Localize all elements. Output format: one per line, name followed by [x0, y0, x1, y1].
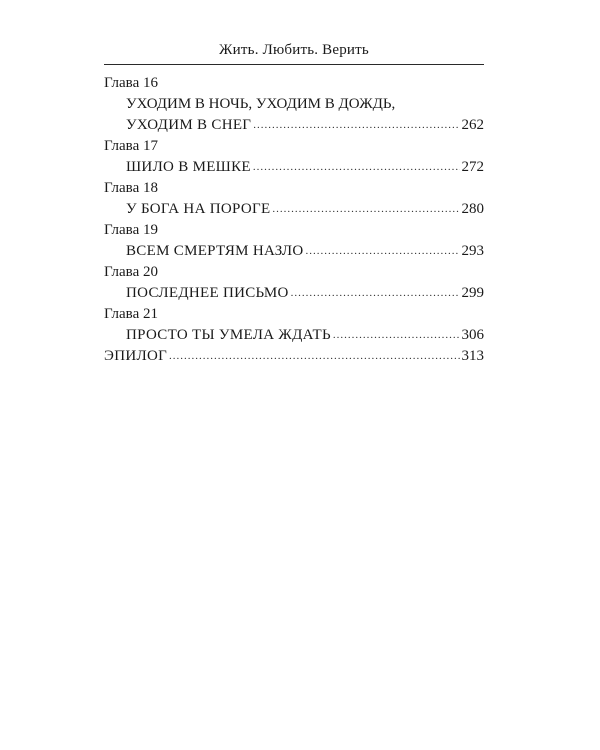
chapter-21-page: 306 — [461, 327, 484, 343]
dot-leader — [291, 283, 460, 304]
chapter-16-page: 262 — [461, 117, 484, 133]
chapter-18-page: 280 — [461, 201, 484, 217]
chapter-21-title: ПРОСТО ТЫ УМЕЛА ЖДАТЬ — [126, 327, 331, 343]
chapter-19-entry — [104, 241, 484, 262]
dot-leader — [253, 115, 459, 136]
epilogue-entry — [104, 346, 484, 367]
chapter-20-page: 299 — [461, 285, 484, 301]
chapter-16-label: Глава 16 — [104, 75, 158, 91]
chapter-20-title: ПОСЛЕДНЕЕ ПИСЬМО — [126, 285, 289, 301]
chapter-17-page: 272 — [461, 159, 484, 175]
epilogue-page: 313 — [461, 348, 484, 364]
chapter-17-label: Глава 17 — [104, 138, 158, 154]
chapter-17-title: ШИЛО В МЕШКЕ — [126, 159, 251, 175]
dot-leader — [306, 241, 460, 262]
chapter-20-label: Глава 20 — [104, 264, 158, 280]
chapter-18-label: Глава 18 — [104, 180, 158, 196]
epilogue-title: ЭПИЛОГ — [104, 348, 168, 364]
running-head: Жить. Любить. Верить — [219, 42, 369, 58]
chapter-19-title: ВСЕМ СМЕРТЯМ НАЗЛО — [126, 243, 304, 259]
chapter-19-label: Глава 19 — [104, 222, 158, 238]
chapter-18-title: У БОГА НА ПОРОГЕ — [126, 201, 271, 217]
dot-leader — [272, 199, 459, 220]
chapter-16-title-line-2: УХОДИМ В СНЕГ — [126, 117, 252, 133]
chapter-16-entry — [104, 115, 484, 136]
chapter-18-entry — [104, 199, 484, 220]
chapter-19-page: 293 — [461, 243, 484, 259]
chapter-17-entry — [104, 157, 484, 178]
table-of-contents — [104, 73, 484, 367]
chapter-20-entry — [104, 283, 484, 304]
chapter-21-label: Глава 21 — [104, 306, 158, 322]
dot-leader — [333, 325, 460, 346]
chapter-21-entry — [104, 325, 484, 346]
header-rule — [104, 64, 484, 65]
dot-leader — [253, 157, 460, 178]
dot-leader — [169, 346, 459, 367]
chapter-16-title-line-1: УХОДИМ В НОЧЬ, УХОДИМ В ДОЖДЬ, — [126, 96, 396, 112]
